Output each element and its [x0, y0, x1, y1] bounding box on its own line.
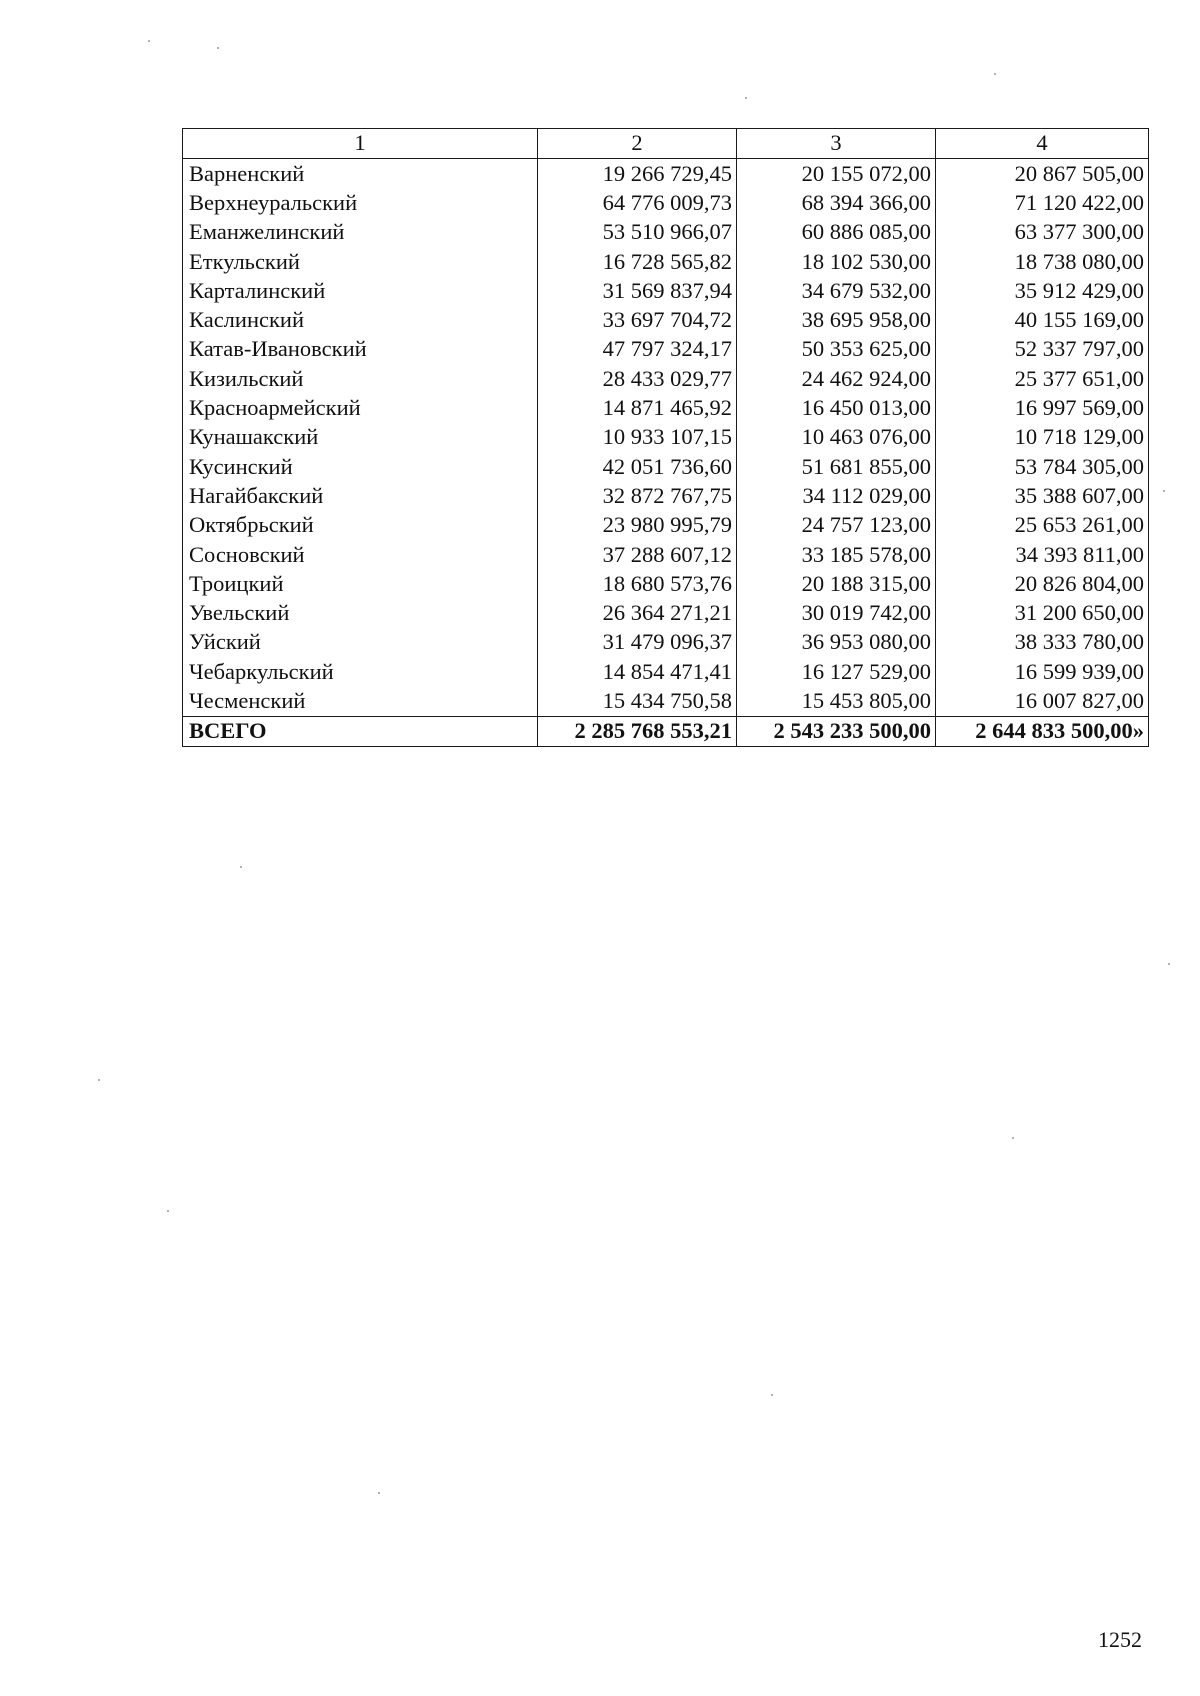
value-cell-col3: 38 695 958,00: [737, 306, 936, 335]
value-cell-col3: 34 112 029,00: [737, 482, 936, 511]
table-row: [183, 364, 1149, 393]
table-row: [183, 657, 1149, 686]
value-cell-col2: 15 434 750,58: [538, 687, 737, 717]
value-cell-col2: 28 433 029,77: [538, 364, 737, 393]
district-name-cell: Увельский: [183, 599, 538, 628]
value-cell-col4: 16 007 827,00: [936, 687, 1149, 717]
district-name-cell: Красноармейский: [183, 394, 538, 423]
value-cell-col3: 60 886 085,00: [737, 218, 936, 247]
column-header-2: 2: [538, 129, 737, 159]
value-cell-col4: 25 653 261,00: [936, 511, 1149, 540]
district-name-cell: Уйский: [183, 628, 538, 657]
scan-speck: [167, 1210, 169, 1212]
table-header: [183, 129, 1149, 159]
district-name-cell: Еманжелинский: [183, 218, 538, 247]
value-cell-col2: 31 479 096,37: [538, 628, 737, 657]
value-cell-col4: 18 738 080,00: [936, 247, 1149, 276]
total-cell-col2: 2 285 768 553,21: [538, 716, 737, 746]
district-name-cell: Катав-Ивановский: [183, 335, 538, 364]
table-row: [183, 569, 1149, 598]
value-cell-col4: 10 718 129,00: [936, 423, 1149, 452]
scan-speck: [994, 73, 996, 75]
table-row: [183, 511, 1149, 540]
value-cell-col2: 53 510 966,07: [538, 218, 737, 247]
scan-speck: [98, 1079, 100, 1081]
value-cell-col4: 16 997 569,00: [936, 394, 1149, 423]
table-row: [183, 423, 1149, 452]
value-cell-col2: 37 288 607,12: [538, 540, 737, 569]
value-cell-col4: 71 120 422,00: [936, 189, 1149, 218]
total-label-cell: ВСЕГО: [183, 716, 538, 746]
table-row: [183, 247, 1149, 276]
district-name-cell: Нагайбакский: [183, 482, 538, 511]
table-row: [183, 599, 1149, 628]
value-cell-col3: 16 127 529,00: [737, 657, 936, 686]
value-cell-col3: 24 757 123,00: [737, 511, 936, 540]
value-cell-col3: 50 353 625,00: [737, 335, 936, 364]
scan-speck: [771, 1394, 773, 1396]
value-cell-col3: 18 102 530,00: [737, 247, 936, 276]
table-row: [183, 335, 1149, 364]
value-cell-col4: 53 784 305,00: [936, 452, 1149, 481]
value-cell-col4: 20 867 505,00: [936, 159, 1149, 189]
total-row: [183, 716, 1149, 746]
value-cell-col3: 36 953 080,00: [737, 628, 936, 657]
column-header-1: 1: [183, 129, 538, 159]
district-name-cell: Каслинский: [183, 306, 538, 335]
value-cell-col4: 20 826 804,00: [936, 569, 1149, 598]
value-cell-col2: 42 051 736,60: [538, 452, 737, 481]
value-cell-col4: 25 377 651,00: [936, 364, 1149, 393]
value-cell-col4: 52 337 797,00: [936, 335, 1149, 364]
district-name-cell: Кусинский: [183, 452, 538, 481]
value-cell-col2: 16 728 565,82: [538, 247, 737, 276]
value-cell-col2: 18 680 573,76: [538, 569, 737, 598]
header-row: [183, 129, 1149, 159]
total-cell-col3: 2 543 233 500,00: [737, 716, 936, 746]
value-cell-col4: 31 200 650,00: [936, 599, 1149, 628]
value-cell-col2: 23 980 995,79: [538, 511, 737, 540]
district-name-cell: Карталинский: [183, 276, 538, 305]
scan-speck: [1012, 1137, 1014, 1139]
value-cell-col4: 16 599 939,00: [936, 657, 1149, 686]
value-cell-col2: 26 364 271,21: [538, 599, 737, 628]
value-cell-col3: 33 185 578,00: [737, 540, 936, 569]
value-cell-col2: 31 569 837,94: [538, 276, 737, 305]
table-body: [183, 159, 1149, 747]
district-name-cell: Октябрьский: [183, 511, 538, 540]
value-cell-col2: 32 872 767,75: [538, 482, 737, 511]
scan-speck: [1163, 490, 1165, 492]
table-row: [183, 189, 1149, 218]
table-row: [183, 218, 1149, 247]
table-row: [183, 628, 1149, 657]
scan-speck: [1168, 963, 1170, 965]
value-cell-col3: 51 681 855,00: [737, 452, 936, 481]
table-row: [183, 687, 1149, 717]
value-cell-col3: 15 453 805,00: [737, 687, 936, 717]
scan-speck: [745, 97, 747, 99]
district-name-cell: Еткульский: [183, 247, 538, 276]
value-cell-col4: 35 388 607,00: [936, 482, 1149, 511]
value-cell-col3: 24 462 924,00: [737, 364, 936, 393]
value-cell-col4: 38 333 780,00: [936, 628, 1149, 657]
value-cell-col4: 63 377 300,00: [936, 218, 1149, 247]
scan-speck: [148, 40, 150, 42]
district-name-cell: Варненский: [183, 159, 538, 189]
value-cell-col3: 68 394 366,00: [737, 189, 936, 218]
district-name-cell: Чебаркульский: [183, 657, 538, 686]
value-cell-col2: 64 776 009,73: [538, 189, 737, 218]
district-name-cell: Сосновский: [183, 540, 538, 569]
value-cell-col3: 10 463 076,00: [737, 423, 936, 452]
value-cell-col2: 14 871 465,92: [538, 394, 737, 423]
table-row: [183, 452, 1149, 481]
scan-speck: [240, 866, 242, 868]
district-name-cell: Кизильский: [183, 364, 538, 393]
value-cell-col2: 33 697 704,72: [538, 306, 737, 335]
table-row: [183, 306, 1149, 335]
district-name-cell: Троицкий: [183, 569, 538, 598]
column-header-4: 4: [936, 129, 1149, 159]
value-cell-col2: 19 266 729,45: [538, 159, 737, 189]
value-cell-col4: 34 393 811,00: [936, 540, 1149, 569]
total-cell-col4: 2 644 833 500,00»: [936, 716, 1149, 746]
table-row: [183, 159, 1149, 189]
value-cell-col3: 30 019 742,00: [737, 599, 936, 628]
page-number: 1252: [1098, 1627, 1142, 1652]
value-cell-col3: 20 188 315,00: [737, 569, 936, 598]
value-cell-col4: 35 912 429,00: [936, 276, 1149, 305]
table-row: [183, 276, 1149, 305]
value-cell-col3: 34 679 532,00: [737, 276, 936, 305]
value-cell-col4: 40 155 169,00: [936, 306, 1149, 335]
district-name-cell: Верхнеуральский: [183, 189, 538, 218]
column-header-3: 3: [737, 129, 936, 159]
value-cell-col2: 10 933 107,15: [538, 423, 737, 452]
district-name-cell: Чесменский: [183, 687, 538, 717]
scan-speck: [378, 1492, 380, 1494]
value-cell-col3: 16 450 013,00: [737, 394, 936, 423]
budget-table: [182, 128, 1149, 747]
scan-speck: [217, 47, 219, 49]
table-row: [183, 540, 1149, 569]
table-row: [183, 394, 1149, 423]
value-cell-col2: 14 854 471,41: [538, 657, 737, 686]
district-name-cell: Кунашакский: [183, 423, 538, 452]
value-cell-col2: 47 797 324,17: [538, 335, 737, 364]
table-row: [183, 482, 1149, 511]
value-cell-col3: 20 155 072,00: [737, 159, 936, 189]
